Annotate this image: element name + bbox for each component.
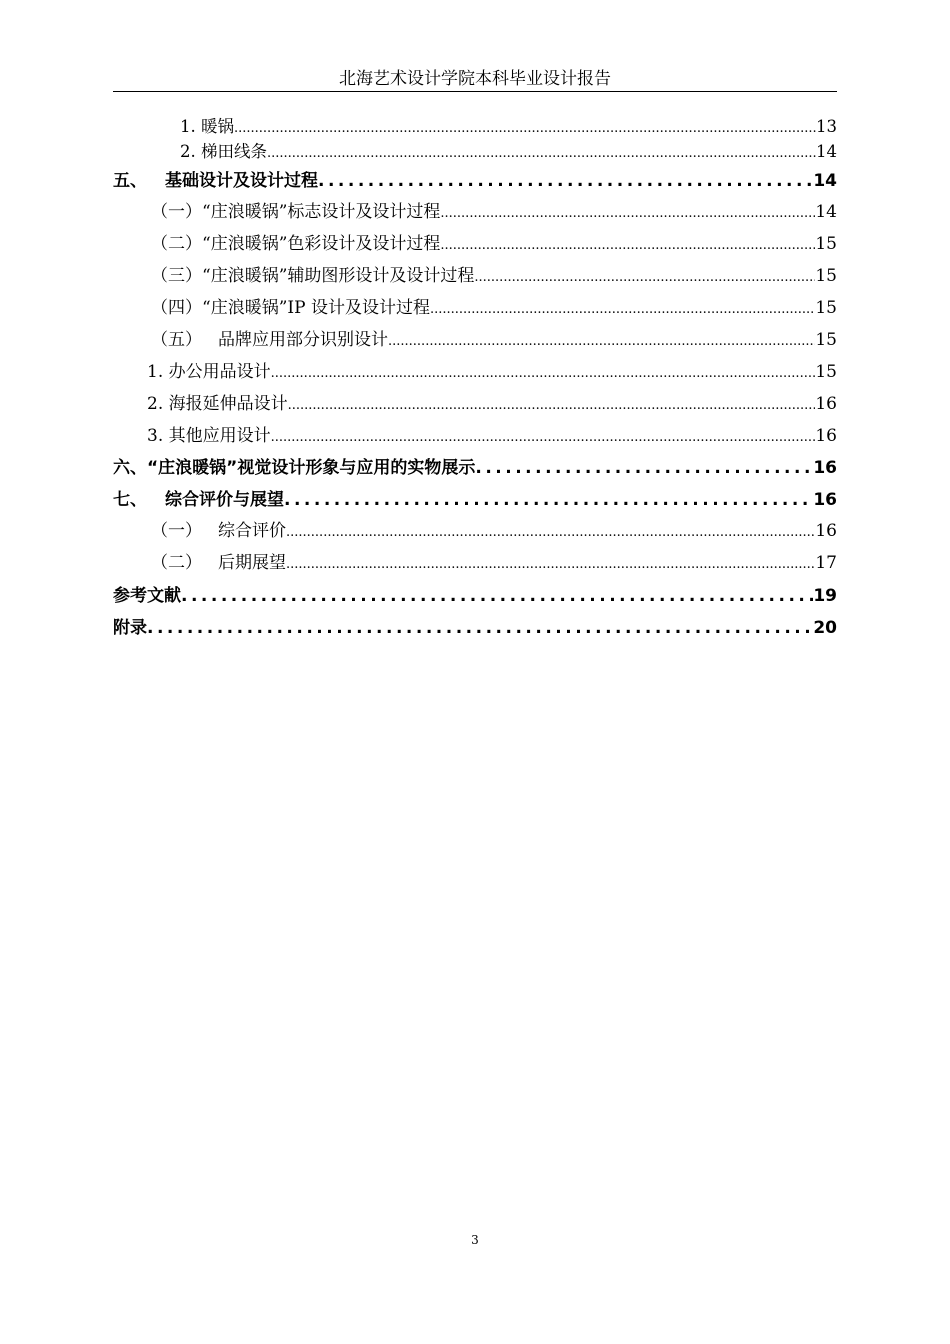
dot-leader	[288, 394, 816, 418]
dot-leader	[181, 584, 813, 608]
toc-page-number: 16	[815, 521, 837, 541]
toc-page-number: 15	[815, 234, 837, 254]
dot-leader	[474, 266, 815, 290]
toc-entry-color-design[interactable]	[113, 232, 837, 256]
toc-entry-label: 2. 梯田线条	[180, 142, 267, 161]
toc-page-number: 16	[815, 394, 837, 414]
toc-entry-overall-evaluation[interactable]	[113, 519, 837, 543]
toc-entry-ip-design[interactable]	[113, 296, 837, 320]
toc-entry-label: 1. 暖锅	[180, 117, 234, 136]
toc-page-number: 14	[815, 202, 837, 222]
dot-leader	[234, 117, 816, 141]
toc-entry-label: （一）“庄浪暖锅”标志设计及设计过程	[151, 202, 441, 222]
toc-page-number: 19	[813, 586, 837, 606]
page-number: 3	[471, 1233, 479, 1247]
toc-entry-appendix[interactable]	[113, 616, 837, 640]
toc-page-number: 20	[813, 618, 837, 638]
toc-page-number: 16	[815, 426, 837, 446]
toc-page-number: 16	[813, 458, 837, 478]
dot-leader	[388, 330, 815, 354]
toc-entry-label: 六、“庄浪暖锅”视觉设计形象与应用的实物展示	[113, 458, 476, 478]
dot-leader	[271, 362, 816, 386]
toc-entry-chapter-5[interactable]	[113, 169, 837, 193]
dot-leader	[440, 234, 815, 258]
toc-entry-office-supplies[interactable]	[113, 360, 837, 384]
dot-leader	[286, 553, 815, 577]
toc-entry-label: 综合评价	[218, 521, 286, 541]
toc-entry-logo-design[interactable]	[113, 200, 837, 224]
toc-entry-number: （一）	[151, 521, 202, 541]
toc-entry-chapter-7[interactable]	[113, 488, 837, 512]
toc-entry-other-applications[interactable]	[113, 424, 837, 448]
toc-entry-future-outlook[interactable]	[113, 551, 837, 575]
toc-entry-auxiliary-graphics[interactable]	[113, 264, 837, 288]
toc-page-number: 14	[813, 171, 837, 191]
toc-page-number: 17	[815, 553, 837, 573]
dot-leader	[267, 142, 816, 166]
toc-entry-label: 基础设计及设计过程	[165, 171, 318, 191]
toc-entry-terrace-lines[interactable]	[113, 140, 837, 164]
dot-leader	[440, 202, 815, 226]
dot-leader	[271, 426, 816, 450]
toc-entry-label: 附录	[113, 618, 147, 638]
toc-entry-poster-extension[interactable]	[113, 392, 837, 416]
toc-page-number: 13	[816, 117, 837, 136]
toc-entry-label: 参考文献	[113, 586, 181, 606]
toc-entry-brand-application[interactable]	[113, 328, 837, 352]
toc-page-number: 15	[815, 330, 837, 350]
toc-entry-label: 综合评价与展望	[165, 490, 284, 510]
dot-leader	[286, 521, 815, 545]
toc-entry-number: （五）	[151, 330, 202, 350]
toc-entry-number: 七、	[113, 490, 147, 510]
toc-entry-label: 2. 海报延伸品设计	[147, 394, 288, 414]
toc-entry-chapter-6[interactable]	[113, 456, 837, 480]
header-rule	[113, 91, 837, 92]
toc-page-number: 15	[815, 362, 837, 382]
toc-entry-label: 后期展望	[218, 553, 286, 573]
toc-entry-label: 1. 办公用品设计	[147, 362, 271, 382]
toc-entry-number: （二）	[151, 553, 202, 573]
dot-leader	[147, 616, 813, 640]
toc-entry-label: （二）“庄浪暖锅”色彩设计及设计过程	[151, 234, 441, 254]
toc-page-number: 16	[813, 490, 837, 510]
toc-entry-label: 3. 其他应用设计	[147, 426, 271, 446]
dot-leader	[475, 456, 813, 480]
toc-entry-label: （三）“庄浪暖锅”辅助图形设计及设计过程	[151, 266, 475, 286]
toc-page-number: 14	[816, 142, 837, 161]
toc-entry-nuanguo[interactable]	[113, 115, 837, 139]
running-header: 北海艺术设计学院本科毕业设计报告	[339, 69, 611, 89]
dot-leader	[430, 298, 815, 322]
dot-leader	[284, 488, 813, 512]
toc-entry-label: 品牌应用部分识别设计	[218, 330, 388, 350]
toc-entry-references[interactable]	[113, 584, 837, 608]
toc-entry-number: 五、	[113, 171, 147, 191]
dot-leader	[318, 169, 813, 193]
toc-entry-label: （四）“庄浪暖锅”IP 设计及设计过程	[151, 298, 430, 318]
toc-page-number: 15	[815, 298, 837, 318]
toc-page-number: 15	[815, 266, 837, 286]
